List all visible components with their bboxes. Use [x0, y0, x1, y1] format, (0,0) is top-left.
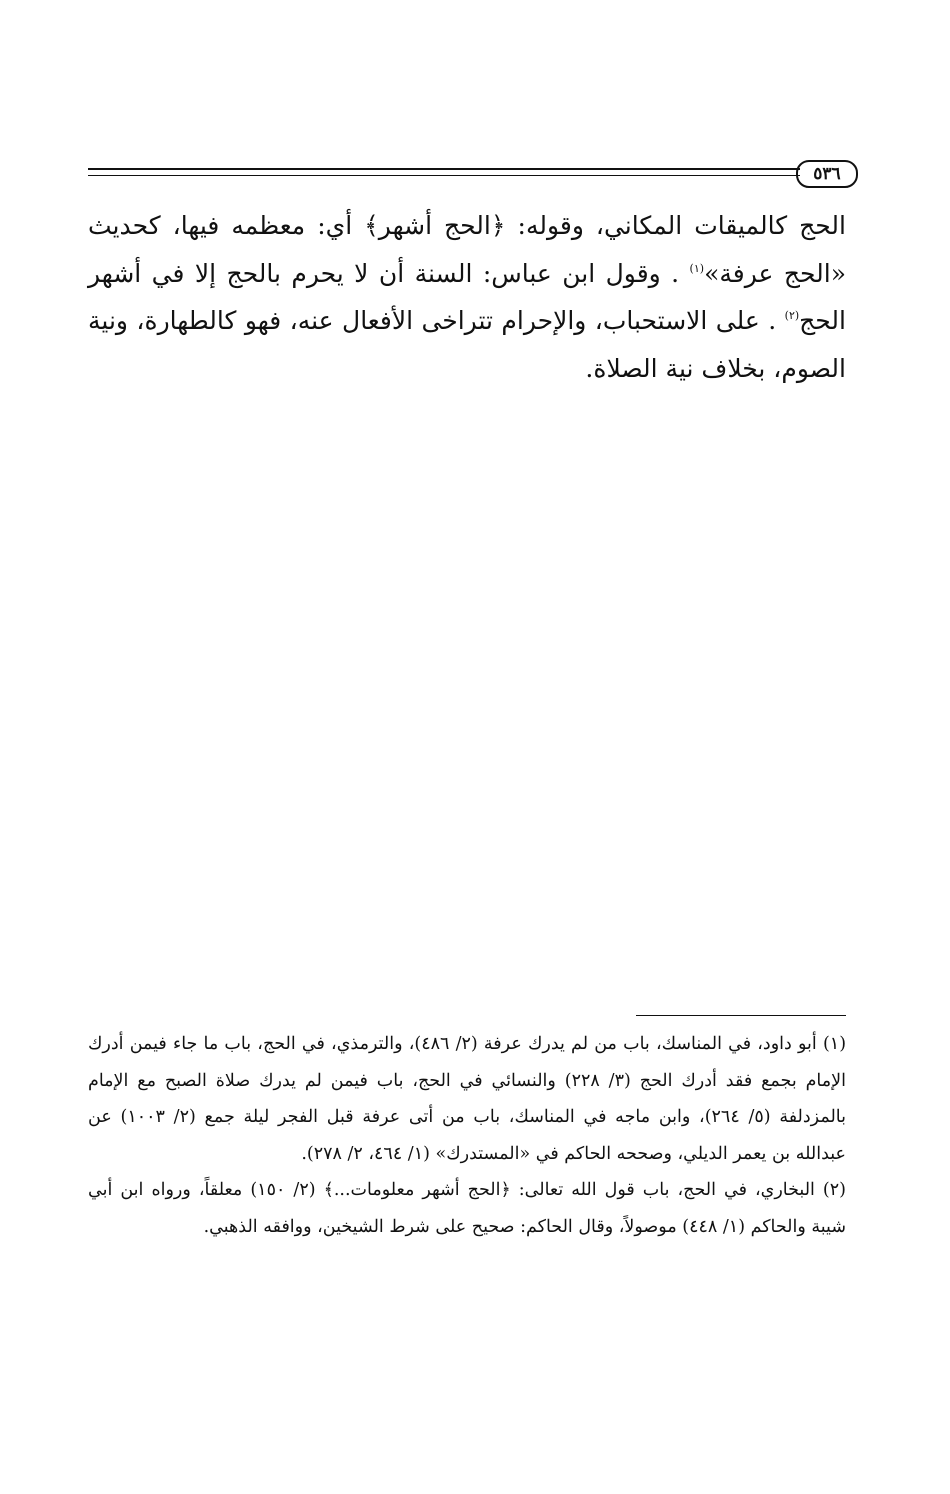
footnote-2: (٢) البخاري، في الحج، باب قول الله تعالى: ﴿الحج أشهر معلومات...﴾ (٢/ ١٥٠) معلقاً، ورواه ابن أبي شيبة والحاكم (١/ ٤٤٨) موصولاً، وقال الحاكم: صحيح على شرط الشيخين، ووافقه الذهبي. — [88, 1180, 846, 1237]
body-text-part-1: الحج كالميقات المكاني، وقوله: ﴿الحج أشهر﴾ أي: معظمه فيها، كحديث «الحج عرفة» — [88, 211, 846, 288]
footnote-separator — [636, 1015, 846, 1016]
footnote-ref-1[interactable]: (١) — [689, 261, 705, 275]
page-number: ٥٣٦ — [796, 160, 858, 188]
body-text-part-2: . وقول ابن عباس: السنة أن لا يحرم بالحج إلا في أشهر الحج — [88, 258, 846, 335]
page-header — [88, 160, 858, 186]
body-paragraph — [88, 202, 846, 392]
footnote-ref-2[interactable]: (٢) — [784, 309, 800, 322]
body-text-part-3: . على الاستحباب، والإحرام تتراخى الأفعال عنه، فهو كالطهارة، ونية الصوم، بخلاف نية الصلاة. — [88, 306, 846, 383]
main-text — [88, 202, 846, 392]
footnote-1: (١) أبو داود، في المناسك، باب من لم يدرك عرفة (٢/ ٤٨٦)، والترمذي، في الحج، باب ما جاء فيمن أدرك الإمام بجمع فقد أدرك الحج (٣/ ٢٢٨) والنسائي في الحج، باب فيمن لم يدرك صلاة الصبح مع الإمام بالمزدلفة (٥/ ٢٦٤)، وابن ماجه في المناسك، باب من أتى عرفة قبل الفجر ليلة جمع (٢/ ١٠٠٣) عن عبدالله بن يعمر الديلي، وصححه الحاكم في «المستدرك» (١/ ٤٦٤، ٢/ ٢٧٨). — [88, 1034, 847, 1164]
header-rule-thin — [88, 175, 800, 176]
footnotes — [88, 1026, 846, 1245]
header-rule-thick — [88, 168, 800, 170]
